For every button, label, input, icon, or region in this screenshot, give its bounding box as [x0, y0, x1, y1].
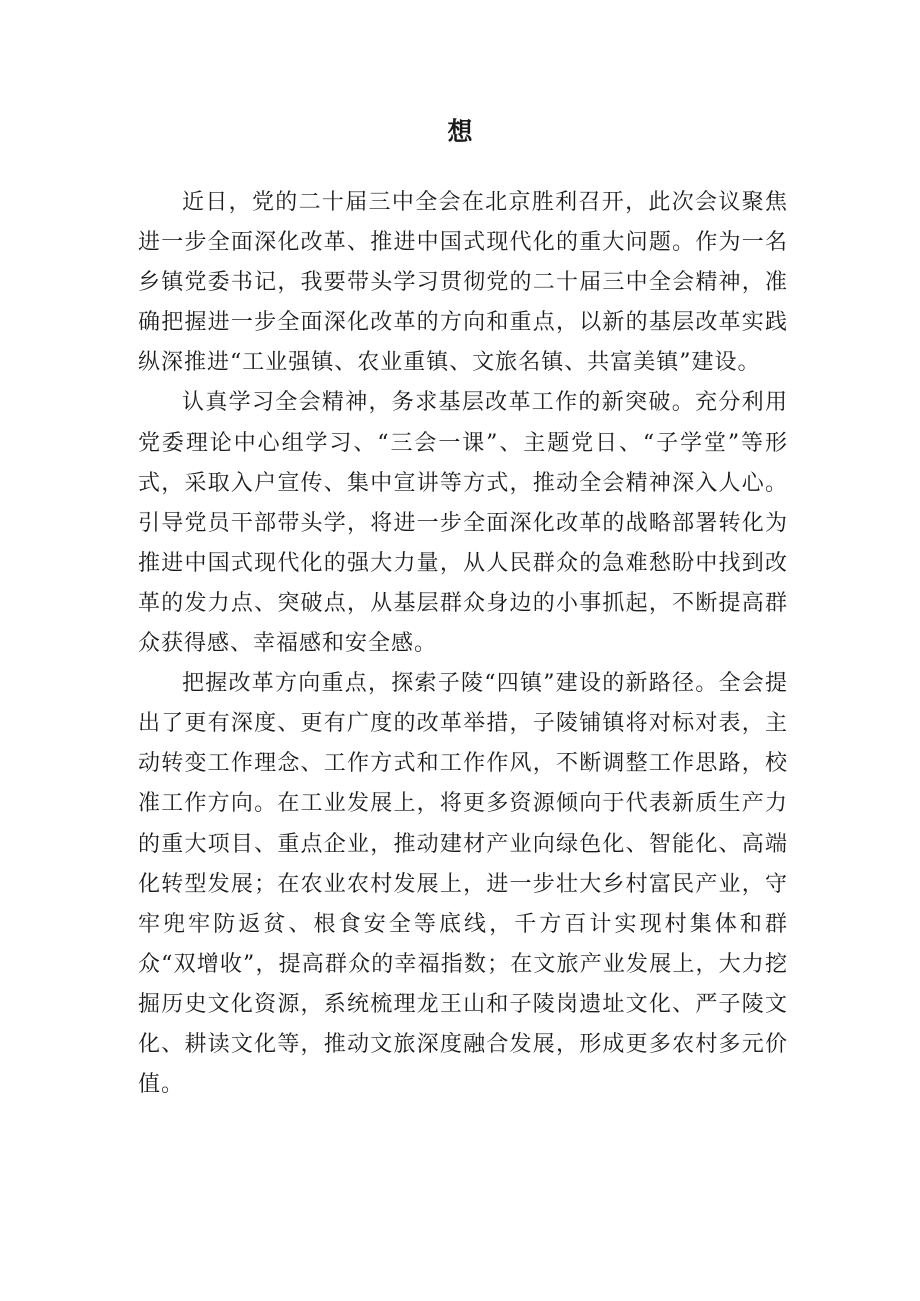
paragraph-intro: 近日，党的二十届三中全会在北京胜利召开，此次会议聚焦进一步全面深化改革、推进中国式现代化的重大问题。作为一名乡镇党委书记，我要带头学习贯彻党的二十届三中全会精神，准确把握进一步全面深化改革的方向和重点，以新的基层改革实践纵深推进“工业强镇、农业重镇、文旅名镇、共富美镇”建设。: [138, 190, 788, 376]
paragraph-study: 认真学习全会精神，务求基层改革工作的新突破。充分利用党委理论中心组学习、“三会一课”、主题党日、“子学堂”等形式，采取入户宣传、集中宣讲等方式，推动全会精神深入人心。引导党员干部带头学，将进一步全面深化改革的战略部署转化为推进中国式现代化的强大力量，从人民群众的急难愁盼中找到改革的发力点、突破点，从基层群众身边的小事抓起，不断提高群众获得感、幸福感和安全感。: [138, 390, 788, 657]
document-title: 想: [447, 117, 473, 146]
document-body: [138, 183, 788, 1105]
paragraph-reform: 把握改革方向重点，探索子陵“四镇”建设的新路径。全会提出了更有深度、更有广度的改革举措，子陵铺镇将对标对表，主动转变工作理念、工作方式和工作作风，不断调整工作思路，校准工作方向。在工业发展上，将更多资源倾向于代表新质生产力的重大项目、重点企业，推动建材产业向绿色化、智能化、高端化转型发展；在农业农村发展上，进一步壮大乡村富民产业，守牢兜牢防返贫、根食安全等底线，千方百计实现村集体和群众“双增收”，提高群众的幸福指数；在文旅产业发展上，大力挖掘历史文化资源，系统梳理龙王山和子陵岗遗址文化、严子陵文化、耕读文化等，推动文旅深度融合发展，形成更多农村多元价值。: [138, 671, 788, 1098]
